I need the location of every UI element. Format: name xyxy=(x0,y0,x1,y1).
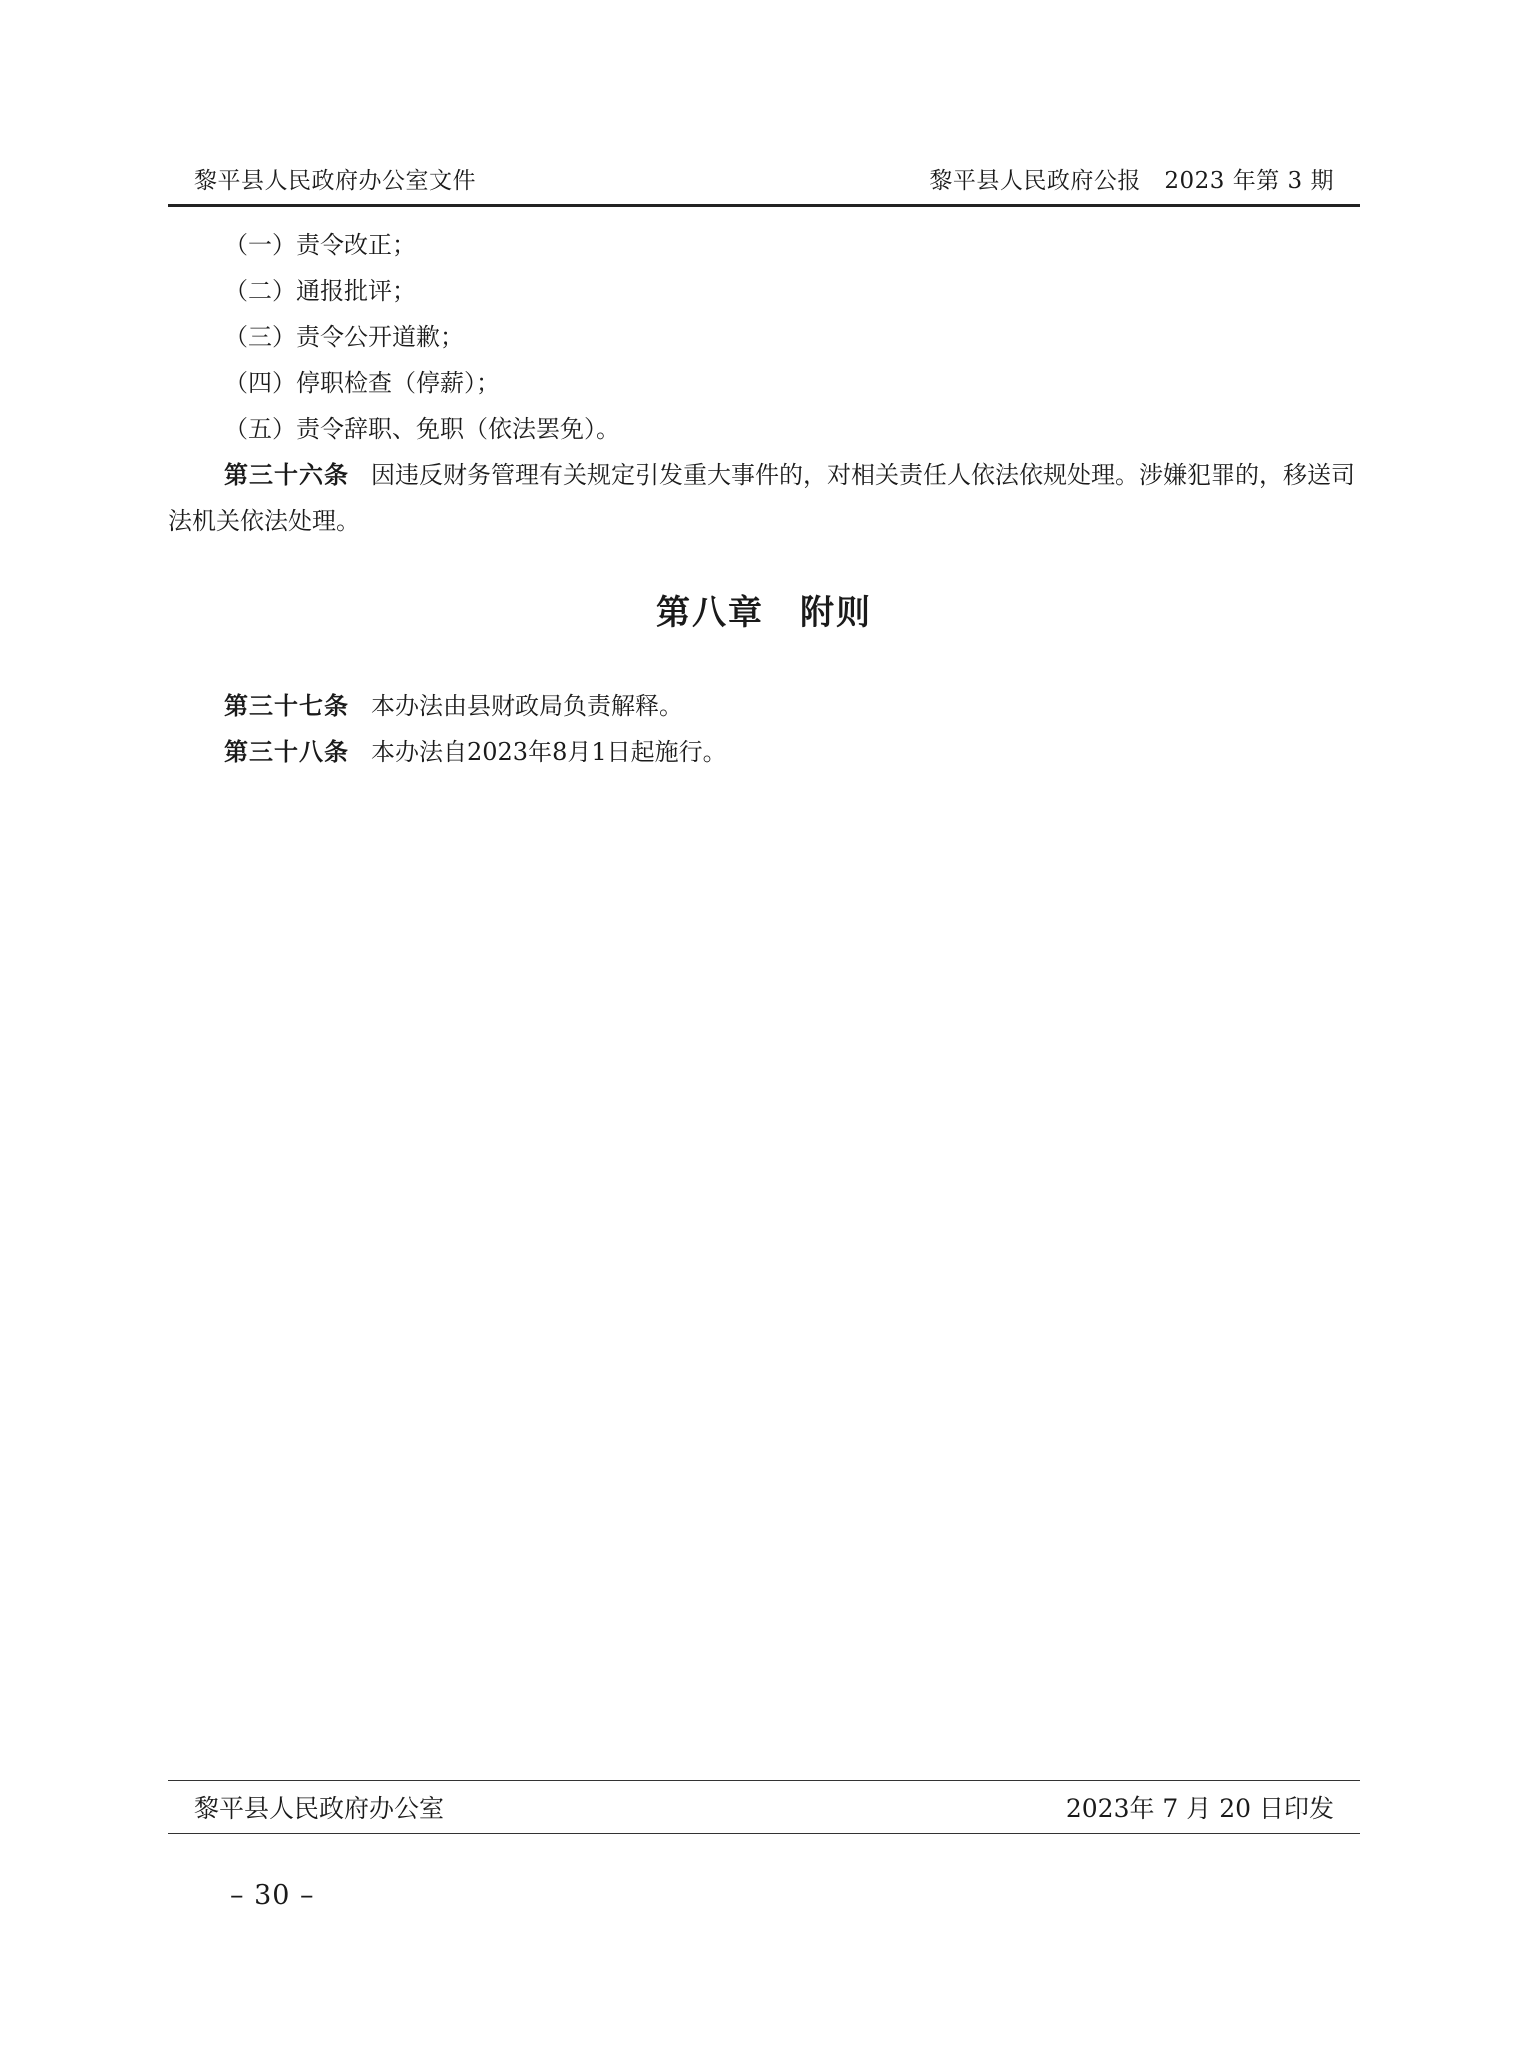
article-37-text: 本办法由县财政局负责解释。 xyxy=(371,692,683,720)
penalty-item-4: （四）停职检查（停薪）； xyxy=(224,369,500,397)
penalty-item-5: （五）责令辞职、免职（依法罢免）。 xyxy=(224,415,620,443)
article-38 xyxy=(168,729,1360,775)
article-36-number: 第三十六条 xyxy=(224,461,349,489)
article-36 xyxy=(168,452,1360,544)
footer-issuer: 黎平县人民政府办公室 xyxy=(194,1794,445,1823)
footer-issue-date: 2023年 7 月 20 日印发 xyxy=(1065,1794,1334,1823)
penalty-item-3: （三）责令公开道歉； xyxy=(224,323,464,351)
penalty-item-1: （一）责令改正； xyxy=(224,231,416,259)
page-header xyxy=(168,152,1360,207)
penalty-item-2: （二）通报批评； xyxy=(224,277,416,305)
article-37-number: 第三十七条 xyxy=(224,692,349,720)
chapter-title: 第八章 附则 xyxy=(656,593,872,633)
article-38-text: 本办法自2023年8月1日起施行。 xyxy=(371,738,727,766)
article-38-number: 第三十八条 xyxy=(224,738,349,766)
page-footer xyxy=(168,1780,1360,1834)
article-36-text: 因违反财务管理有关规定引发重大事件的，对相关责任人依法依规处理。涉嫌犯罪的，移送司法机关依法处理。 xyxy=(168,461,1355,535)
header-issuer: 黎平县人民政府办公室文件 xyxy=(194,168,476,194)
article-37 xyxy=(168,683,1360,729)
header-publication: 黎平县人民政府公报 2023 年第 3 期 xyxy=(929,168,1334,194)
page-number: – 30 – xyxy=(230,1880,315,1911)
